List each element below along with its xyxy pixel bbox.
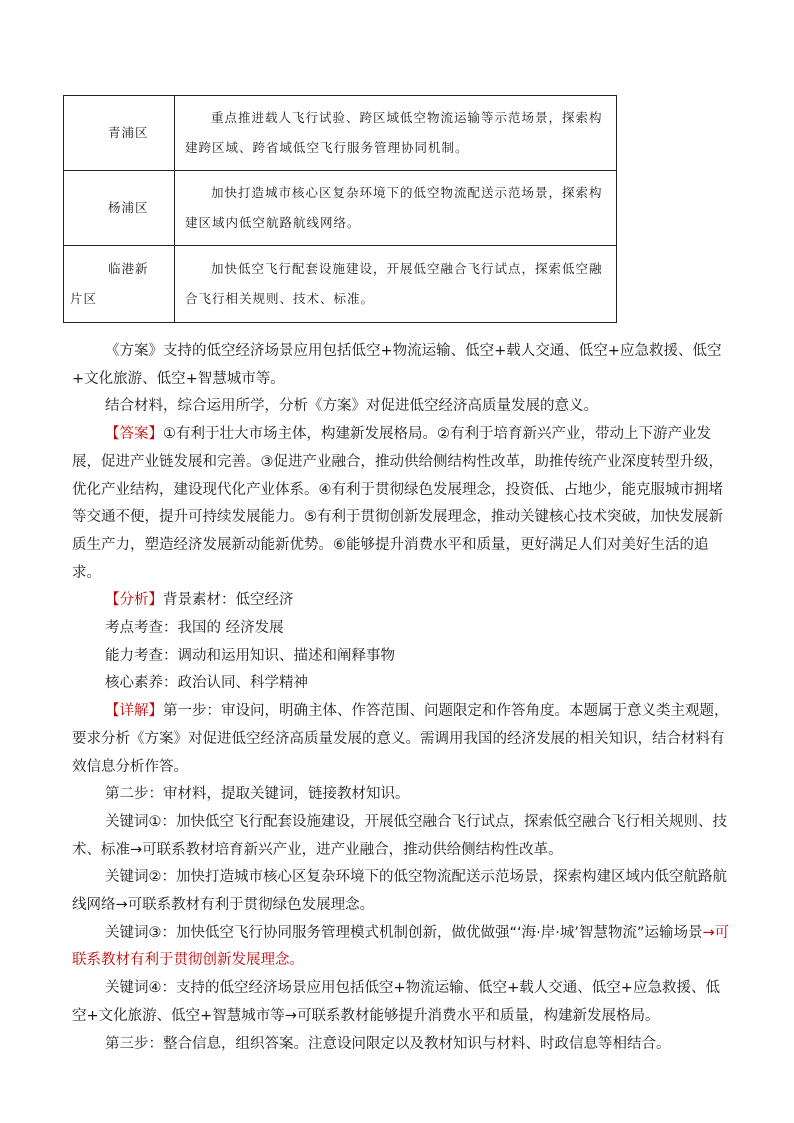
table-row xyxy=(64,246,617,323)
step3-paragraph: 第三步：整合信息，组织答案。注意设问限定以及教材知识与材料、时政信息等相结合。 xyxy=(105,1035,671,1052)
district-name-line2: 片区 xyxy=(70,291,98,306)
district-cell xyxy=(64,96,175,171)
keyword3-link-text: →可联系教材有利于贯彻创新发展理念。 xyxy=(72,924,730,969)
table-row xyxy=(64,96,617,171)
description-cell: 加快打造城市核心区复杂环境下的低空物流配送示范场景，探索构建区域内低空航路航线网络。 xyxy=(175,171,617,246)
body-text xyxy=(72,338,732,1058)
answer-text: ①有利于壮大市场主体，构建新发展格局。②有利于培育新兴产业，带动上下游产业发展，促进产业链发展和完善。③促进产业融合，推动供给侧结构性改革，助推传统产业深度转型升级，优化产业结构，建设现代化产业体系。④有利于贯彻绿色发展理念，投资低、占地少，能克服城市拥堵等交通不便，提升可持续发展能力。⑤有利于贯彻创新发展理念，推动关键核心技术突破，加快发展新质生产力，塑造经济发展新动能新优势。⑥能够提升消费水平和质量，更好满足人们对美好生活的追求。 xyxy=(72,426,723,581)
description-cell: 重点推进载人飞行试验、跨区域低空物流运输等示范场景，探索构建跨区域、跨省域低空飞行服务管理协同机制。 xyxy=(175,96,617,171)
analysis-tag: 【分析】 xyxy=(105,592,163,609)
keyword1-paragraph: 关键词①：加快低空飞行配套设施建设，开展低空融合飞行试点，探索低空融合飞行相关规则、技术、标准→可联系教材培育新兴产业，进产业融合，推动供给侧结构性改革。 xyxy=(72,813,727,858)
answer-paragraph xyxy=(72,421,732,587)
detail-text: 第一步：审设问，明确主体、作答范围、问题限定和作答角度。本题属于意义类主观题，要求分析《方案》对促进低空经济高质量发展的意义。需调用我国的经济发展的相关知识，结合材料有效信息分析作答。 xyxy=(72,703,729,775)
answer-tag: 【答案】 xyxy=(105,426,163,443)
literacy-line: 核心素养：政治认同、科学精神 xyxy=(105,675,308,692)
step2-paragraph: 第二步：审材料，提取关键词，链接教材知识。 xyxy=(105,786,410,803)
district-name: 青浦区 xyxy=(108,125,149,140)
district-table xyxy=(63,95,617,323)
description-cell: 加快低空飞行配套设施建设，开展低空融合飞行试点，探索低空融合飞行相关规则、技术、标准。 xyxy=(175,246,617,323)
detail-paragraph xyxy=(72,698,732,781)
table-row xyxy=(64,171,617,246)
ability-line: 能力考查：调动和运用知识、描述和阐释事物 xyxy=(105,647,395,664)
keyword3-paragraph xyxy=(72,920,732,975)
keyword3-text: 关键词③：加快低空飞行协同服务管理模式机制创新，做优做强“‘海·岸·城’智慧物流”运输场景 xyxy=(105,924,703,941)
district-name-line1: 临港新 xyxy=(108,261,149,276)
exam-point-line: 考点考查：我国的 经济发展 xyxy=(105,620,284,637)
district-cell xyxy=(64,171,175,246)
question-paragraph: 结合材料，综合运用所学，分析《方案》对促进低空经济高质量发展的意义。 xyxy=(105,398,598,415)
analysis-text: 背景素材：低空经济 xyxy=(163,592,294,609)
district-name: 杨浦区 xyxy=(108,200,149,215)
district-name xyxy=(70,254,168,314)
district-cell xyxy=(64,246,175,323)
analysis-paragraph xyxy=(72,587,732,615)
keyword4-paragraph: 关键词④：支持的低空经济场景应用包括低空+物流运输、低空+载人交通、低空+应急救援、低空+文化旅游、低空+智慧城市等→可联系教材能够提升消费水平和质量，构建新发展格局。 xyxy=(72,980,720,1024)
material-paragraph: 《方案》支持的低空经济场景应用包括低空+物流运输、低空+载人交通、低空+应急救援、低空+文化旅游、低空+智慧城市等。 xyxy=(72,343,722,387)
keyword2-paragraph: 关键词②：加快打造城市核心区复杂环境下的低空物流配送示范场景，探索构建区域内低空航路航线网络→可联系教材有利于贯彻绿色发展理念。 xyxy=(72,869,727,914)
detail-tag: 【详解】 xyxy=(105,703,163,720)
